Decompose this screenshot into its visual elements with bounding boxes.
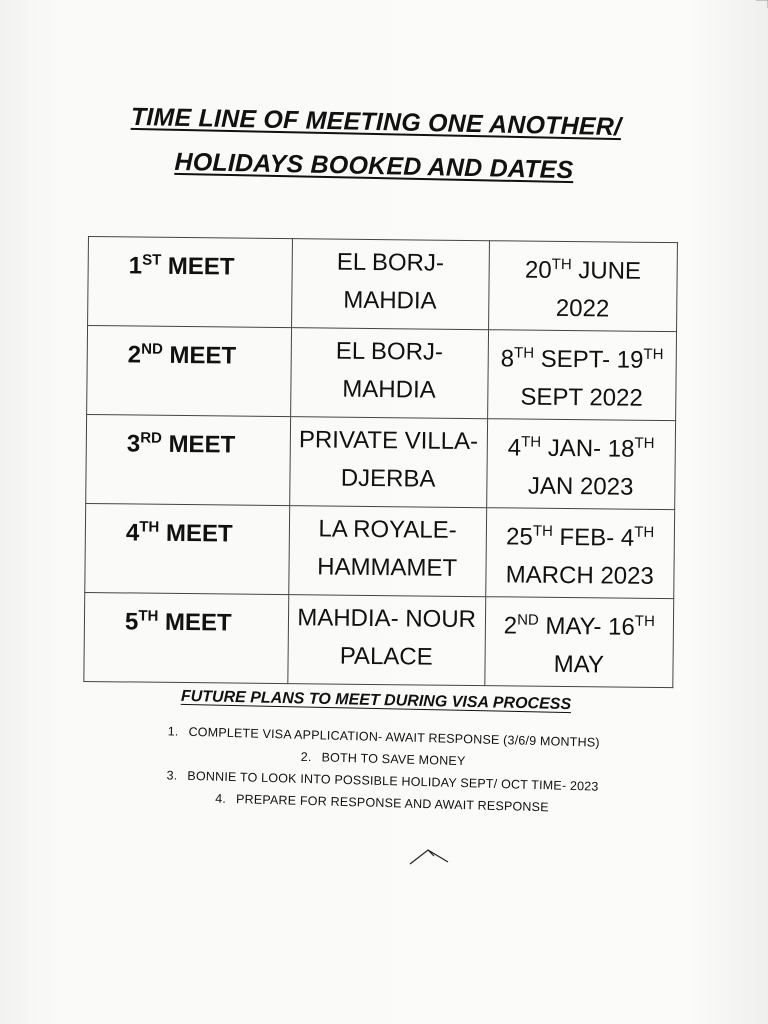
- ordinal-suffix: TH: [138, 607, 159, 625]
- ordinal-suffix: TH: [634, 434, 655, 452]
- meeting-dates-cell: [484, 597, 673, 688]
- ordinal-suffix: ND: [517, 611, 539, 629]
- meeting-row: [84, 592, 674, 687]
- document-title-line-1: TIME LINE OF MEETING ONE ANOTHER/: [130, 102, 622, 142]
- meeting-number-cell: [86, 414, 291, 505]
- ordinal-suffix: ST: [142, 251, 162, 269]
- meeting-dates-cell: [486, 419, 675, 510]
- dates-line-1: [494, 512, 666, 558]
- meeting-row: [88, 237, 678, 332]
- meeting-word: MEET: [161, 430, 236, 459]
- ordinal-suffix: TH: [634, 523, 655, 541]
- future-plans-list: [0, 716, 768, 824]
- meeting-dates-cell: [485, 508, 674, 599]
- location-line-2: MAHDIA: [343, 286, 437, 315]
- meeting-number-cell: [88, 237, 293, 328]
- meeting-number-cell: [87, 326, 292, 417]
- text-base: MAY- 16: [538, 612, 635, 641]
- text-base: 5: [124, 608, 139, 636]
- meeting-row: [87, 326, 677, 421]
- document-title-line-2: HOLIDAYS BOOKED AND DATES: [174, 147, 574, 185]
- ordinal-suffix: TH: [521, 433, 542, 451]
- ordinal-suffix: TH: [532, 522, 553, 540]
- ordinal-suffix: TH: [634, 612, 655, 630]
- text-base: 2: [503, 612, 518, 640]
- text-base: 20: [524, 256, 552, 284]
- location-line-2: MAHDIA: [342, 375, 436, 404]
- dates-line-2: MARCH 2023: [505, 561, 654, 590]
- location-line-1: PRIVATE VILLA-: [298, 426, 479, 456]
- meeting-word: MEET: [159, 519, 233, 548]
- text-base: 4: [125, 519, 140, 547]
- meetings-table: [83, 236, 678, 688]
- ordinal-suffix: TH: [551, 255, 572, 274]
- meeting-word: MEET: [162, 341, 237, 370]
- text-base: 25: [505, 523, 533, 551]
- ordinal-suffix: TH: [513, 344, 535, 362]
- location-line-1: LA ROYALE-: [318, 515, 457, 544]
- plan-number: 2.: [300, 749, 312, 765]
- dates-line-2: MAY: [553, 650, 605, 679]
- future-plans-heading: FUTURE PLANS TO MEET DURING VISA PROCESS: [180, 687, 572, 714]
- plan-text: COMPLETE VISA APPLICATION- AWAIT RESPONSE (3/6/9 MONTHS): [188, 724, 600, 750]
- plan-text: PREPARE FOR RESPONSE AND AWAIT RESPONSE: [235, 792, 549, 815]
- dates-line-2: SEPT 2022: [520, 383, 643, 412]
- meeting-location-cell: [288, 506, 486, 597]
- dates-line-2: JAN 2023: [527, 472, 634, 501]
- location-line-2: HAMMAMET: [317, 553, 458, 582]
- text-base: JAN- 18: [540, 434, 635, 463]
- plan-number: 4.: [215, 791, 227, 806]
- meeting-number-cell: [85, 503, 290, 594]
- plan-text: BOTH TO SAVE MONEY: [321, 750, 466, 769]
- meeting-word: MEET: [161, 252, 235, 281]
- text-base: SEPT- 19: [533, 345, 644, 374]
- ordinal-suffix: ND: [141, 340, 163, 358]
- text-base: 3: [126, 430, 141, 458]
- location-line-1: EL BORJ-: [336, 248, 445, 277]
- location-line-2: DJERBA: [340, 464, 436, 493]
- plan-text: BONNIE TO LOOK INTO POSSIBLE HOLIDAY SEPT/ OCT TIME- 2023: [187, 768, 599, 794]
- ordinal-suffix: TH: [643, 345, 664, 364]
- dates-line-1: [497, 245, 669, 329]
- location-line-1: EL BORJ-: [335, 337, 444, 366]
- meeting-location-cell: [290, 328, 488, 419]
- text-base: 1: [128, 252, 143, 280]
- text-base: FEB- 4: [552, 523, 635, 552]
- location-line-1: MAHDIA- NOUR: [297, 604, 477, 634]
- meeting-dates-cell: [488, 241, 677, 332]
- meeting-location-cell: [289, 417, 487, 508]
- dates-line-1: [496, 334, 668, 380]
- meeting-location-cell: [291, 239, 489, 330]
- meeting-word: MEET: [158, 608, 232, 637]
- ordinal-suffix: TH: [139, 518, 160, 536]
- text-base: 8: [500, 345, 515, 373]
- text-base: 4: [507, 434, 522, 462]
- meeting-dates-cell: [487, 330, 676, 421]
- meeting-location-cell: [287, 595, 485, 686]
- corner-scan-mark: [754, 0, 768, 14]
- meeting-number-cell: [84, 592, 289, 683]
- location-line-2: PALACE: [339, 642, 433, 671]
- meeting-row: [86, 414, 676, 509]
- dates-line-1: [495, 423, 667, 469]
- ordinal-suffix: RD: [140, 429, 163, 447]
- dates-line-1: [493, 601, 665, 647]
- text-base: 2: [127, 341, 142, 369]
- text-base: JUNE 2022: [555, 257, 642, 323]
- meeting-row: [85, 503, 675, 598]
- pen-mark-icon: [408, 846, 450, 868]
- plan-number: 3.: [166, 768, 178, 783]
- plan-number: 1.: [167, 724, 179, 739]
